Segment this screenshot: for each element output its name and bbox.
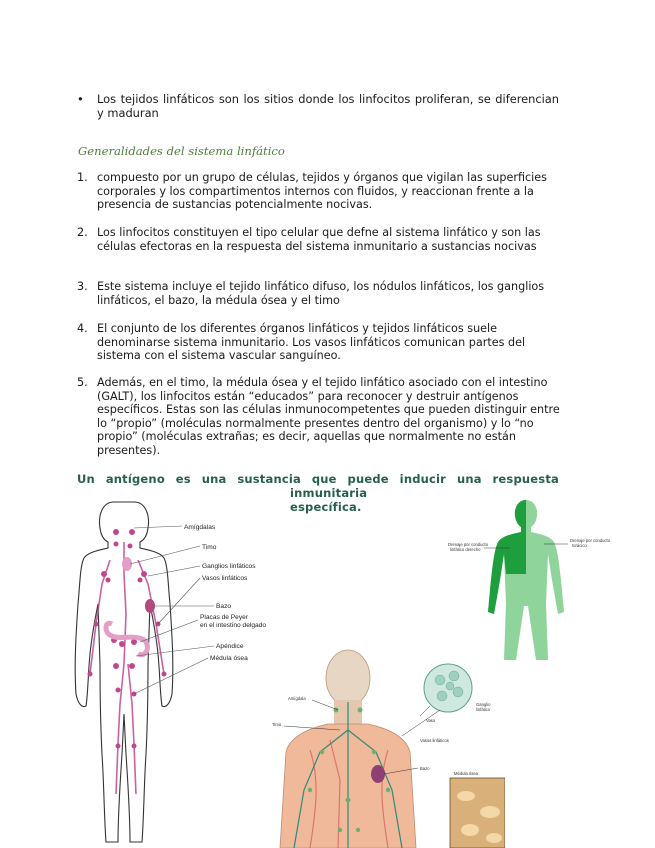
list-item [77,226,562,253]
label-timo-center: Timo [272,722,282,727]
label-ganglio: Ganglio [476,702,491,707]
label-timo: Timo [202,544,217,551]
label-bazo: Bazo [216,603,232,610]
label-amigdala: Amígdala [288,696,306,701]
list-item-number: 5. [77,376,88,389]
statement-word: Un [77,472,95,486]
label-amigdalas: Amígdalas [184,524,216,531]
list-item-number: 2. [77,226,88,239]
antigen-statement-line-3: específica. [290,500,362,514]
antigen-statement-line-1 [77,472,559,486]
intro-bullet-text: Los tejidos linfáticos son los sitios donde los linfocitos proliferan, se diferencian y maduran [97,92,559,120]
list-item-number: 3. [77,280,88,293]
statement-word: inducir [399,472,447,486]
bullet-marker: • [77,92,84,106]
list-item [77,322,562,363]
lymph-drainage-diagram [440,494,615,664]
list-item [77,376,562,457]
statement-word: que [311,472,337,486]
statement-word: una [456,472,482,486]
statement-word: puede [347,472,389,486]
antigen-statement-line-2: inmunitaria [290,486,368,500]
statement-word: sustancia [237,472,301,486]
lymphatic-body-diagram [74,494,294,848]
label-vasos-center: Vasos linfáticos [420,738,449,743]
list-item-text: Además, en el timo, la médula ósea y el tejido linfático asociado con el intestino (GALT), los linfocitos están “educados” para reconocer y destruir antígenos específicos. Estas son las células inmunocompetentes que pueden distinguir entre lo “propio” (moléculas normalmente presentes dentro del organismo) y lo “no propio” (moléculas extrañas; es decir, aquellas que normalmente no están presentes). [97,376,560,457]
label-thoracic-duct-1: Drenaje por conducto [570,538,611,543]
list-item [77,280,562,307]
label-linfatico: linfático [476,707,491,712]
label-vasos: Vasos linfáticos [202,575,248,582]
statement-word: respuesta [492,472,559,486]
spleen-shape [371,765,385,783]
label-thoracic-duct-2: torácico [572,543,587,548]
label-vaso: Vaso [426,718,436,723]
label-right-duct-1: Drenaje por conducto [448,542,489,547]
list-item-text: Este sistema incluye el tejido linfático difuso, los nódulos linfáticos, los ganglios linfáticos, el bazo, la médula ósea y el timo [97,280,545,307]
list-item-number: 1. [77,171,88,184]
label-apendice: Apéndice [216,643,244,650]
label-placas-1: Placas de Peyer [200,614,249,621]
label-bazo-center: Bazo [420,766,430,771]
list-item-number: 4. [77,322,88,335]
label-medula: Médula ósea [210,655,248,662]
list-item-text: Los linfocitos constituyen el tipo celular que defne al sistema linfático y son las células efectoras en la respuesta del sistema inmunitario a sustancias nocivas [97,226,541,253]
label-ganglios: Ganglios linfáticos [202,563,256,570]
statement-word: una [201,472,227,486]
statement-word: antígeno [105,472,165,486]
label-medula-center: Médula ósea [454,771,478,776]
list-item [77,171,562,212]
list-item-text: El conjunto de los diferentes órganos linfáticos y tejidos linfáticos suele denominarse sistema inmunitario. Los vasos linfáticos comunican partes del sistema con el sistema vascular sanguíneo. [97,322,526,362]
label-right-duct-2: linfático derecho [450,547,481,552]
anatomy-illustration [270,640,505,848]
section-heading: Generalidades del sistema linfático [78,144,285,158]
list-item-text: compuesto por un grupo de células, tejidos y órganos que vigilan las superficies corporales y los compartimentos internos con fluidos, y reaccionan frente a la presencia de sustancias potencialmente nocivas. [97,171,547,211]
label-placas-2: en el intestino delgado [200,622,266,629]
statement-word: es [175,472,191,486]
intro-bullet [77,92,559,120]
